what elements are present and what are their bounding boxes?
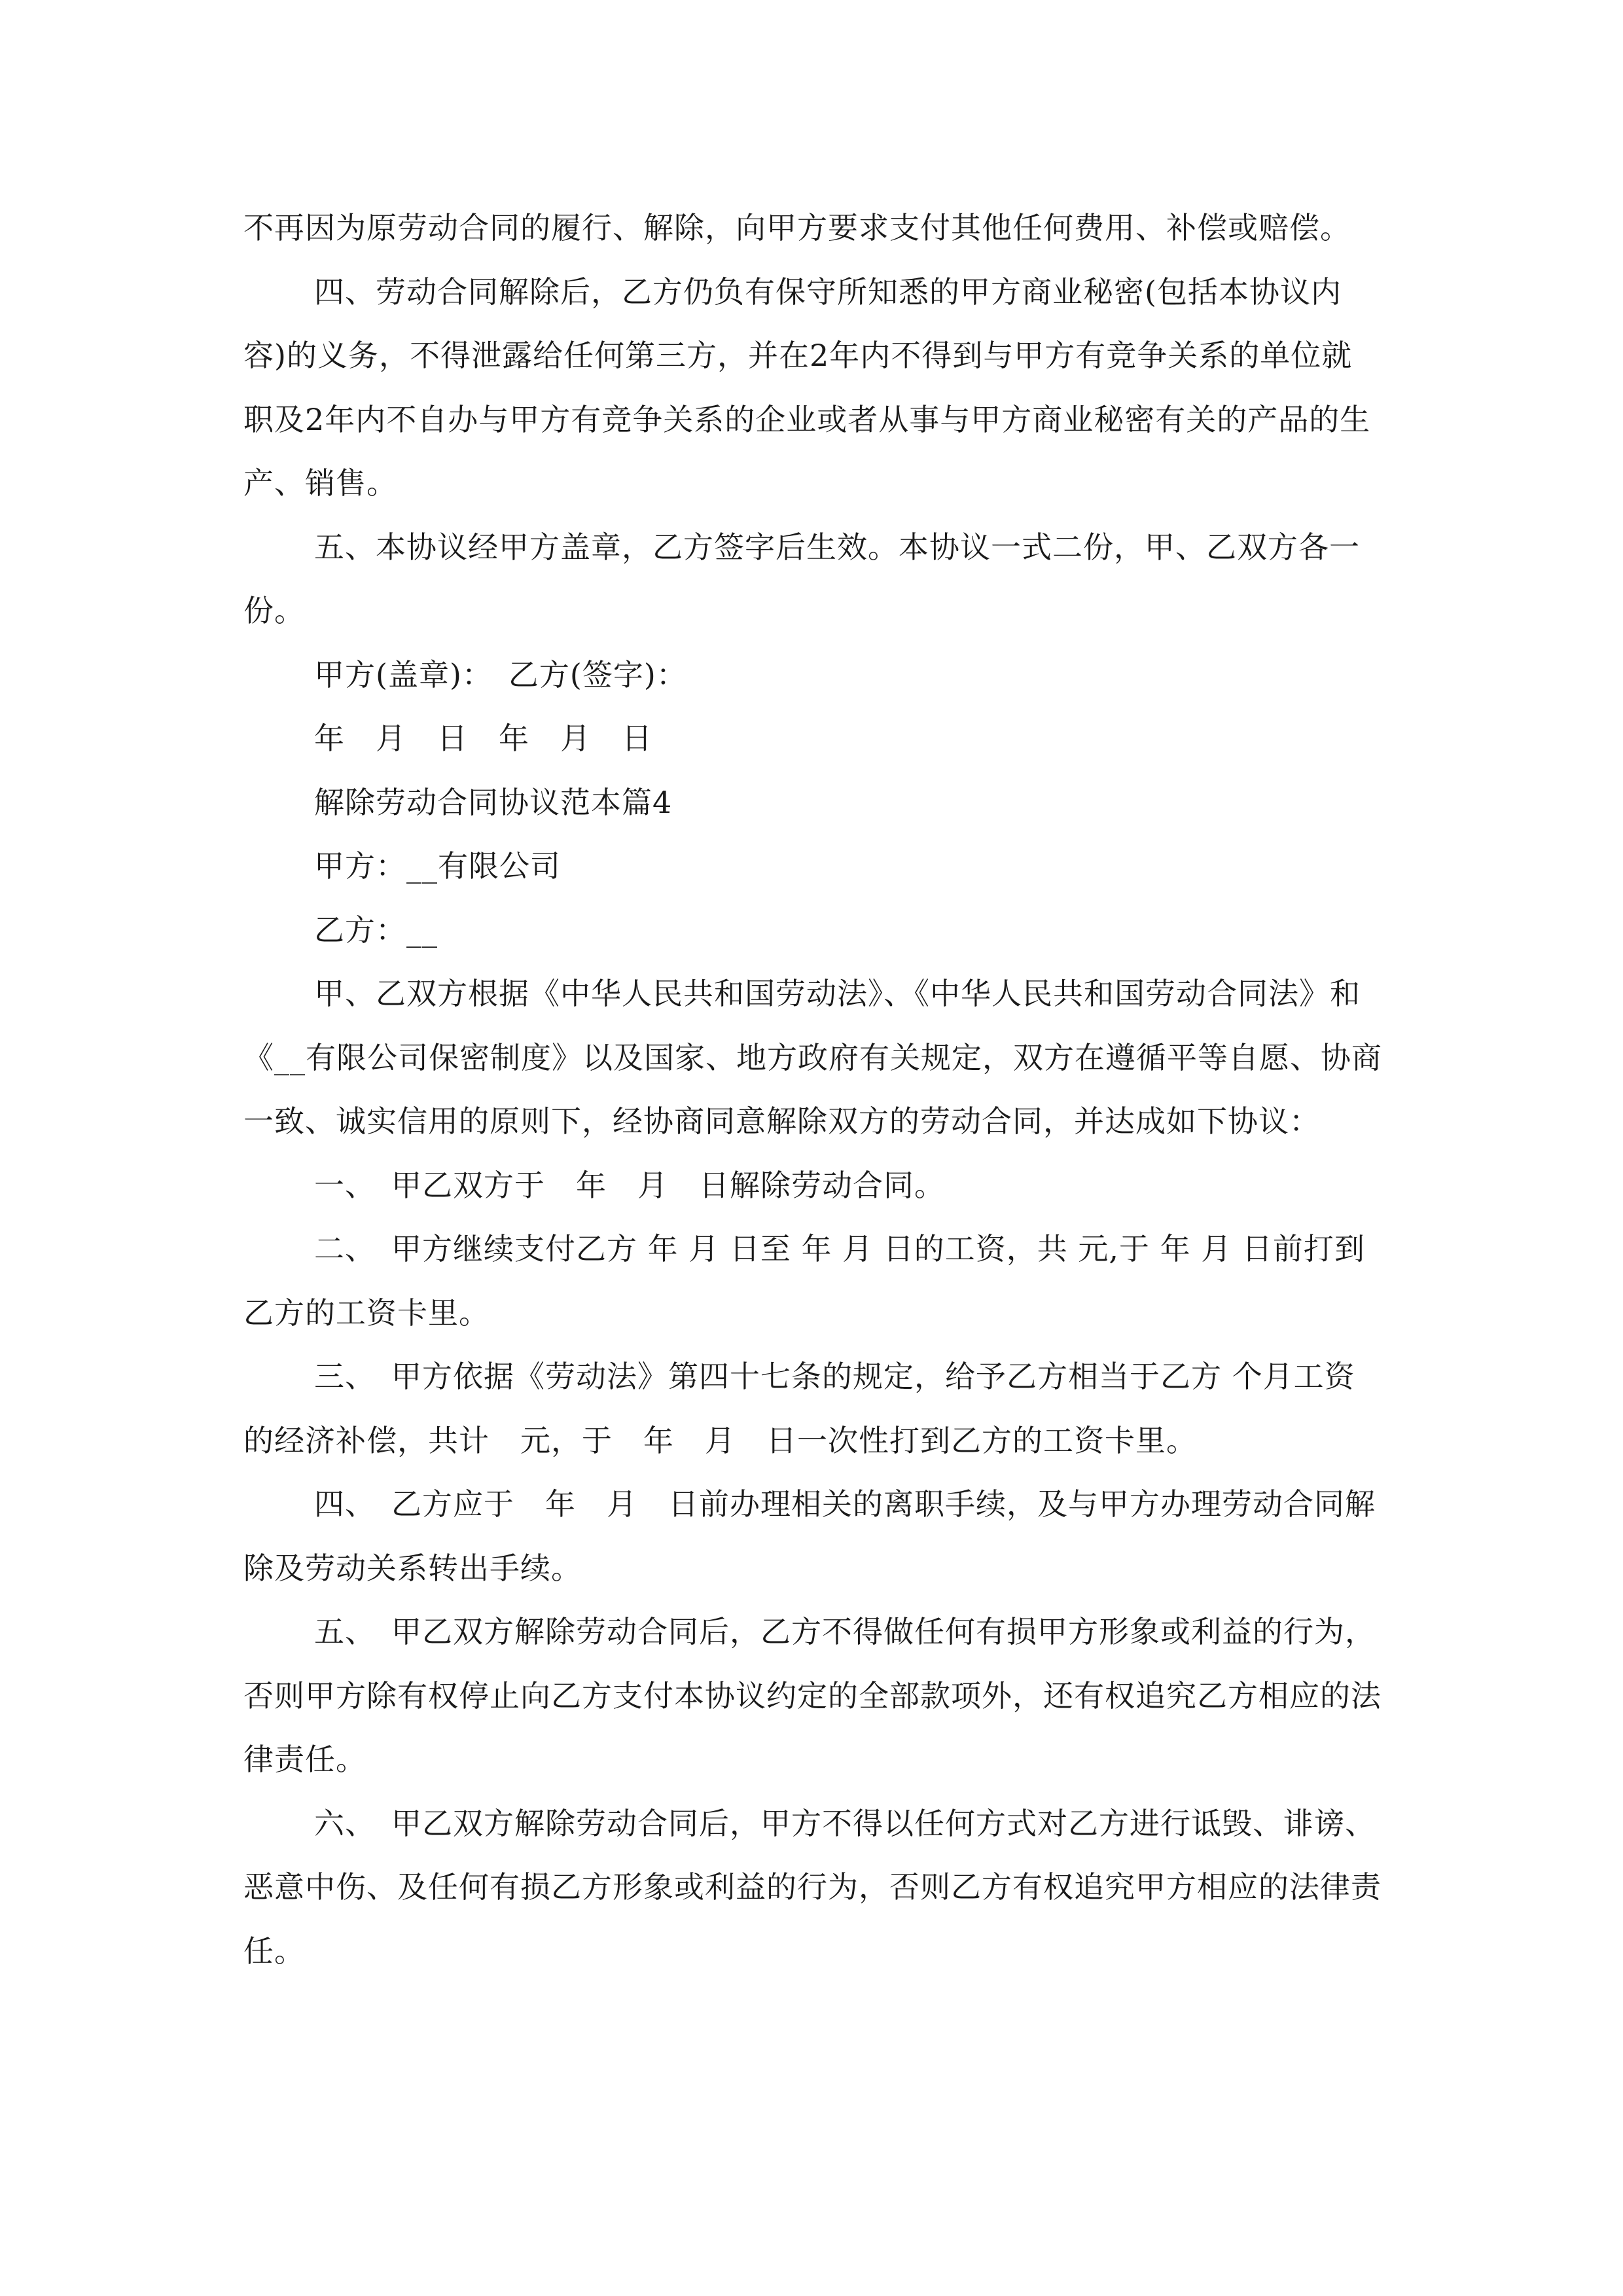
paragraph-continuation: 不再因为原劳动合同的履行、解除，向甲方要求支付其他任何费用、补偿或赔偿。 [243, 210, 1351, 245]
preamble: 甲、乙双方根据《中华人民共和国劳动法》、《中华人民共和国劳动合同法》和《__有限公司保密制度》以及国家、地方政府有关规定，双方在遵循平等自愿、协商一致、诚实信用的原则下，经协商同意解除双方的劳动合同，并达成如下协议： [243, 976, 1382, 1139]
article-2: 二、 甲方继续支付乙方 年 月 日至 年 月 日的工资，共 元,于 年 月 日前打到乙方的工资卡里。 [243, 1231, 1365, 1331]
article-6: 六、 甲乙双方解除劳动合同后，甲方不得以任何方式对乙方进行诋毁、诽谤、恶意中伤、及任何有损乙方形象或利益的行为，否则乙方有权追究甲方相应的法律责任。 [243, 1805, 1382, 1969]
document-body [243, 196, 1382, 1983]
party-a: 甲方：__有限公司 [314, 848, 561, 884]
signature-line: 甲方(盖章)： 乙方(签字)： [314, 656, 687, 692]
article-4: 四、 乙方应于 年 月 日前办理相关的离职手续，及与甲方办理劳动合同解除及劳动关系转出手续。 [243, 1486, 1376, 1586]
date-line: 年 月 日 年 月 日 [314, 721, 652, 756]
article-3: 三、 甲方依据《劳动法》第四十七条的规定，给予乙方相当于乙方 个月工资的经济补偿，共计 元，于 年 月 日一次性打到乙方的工资卡里。 [243, 1359, 1355, 1458]
section-title: 解除劳动合同协议范本篇4 [314, 784, 673, 820]
clause-4-confidentiality: 四、劳动合同解除后，乙方仍负有保守所知悉的甲方商业秘密(包括本协议内容)的义务，不得泄露给任何第三方，并在2年内不得到与甲方有竞争关系的单位就职及2年内不自办与甲方有竞争关系的企业或者从事与甲方商业秘密有关的产品的生产、销售。 [243, 274, 1371, 501]
article-5: 五、 甲乙双方解除劳动合同后，乙方不得做任何有损甲方形象或利益的行为，否则甲方除有权停止向乙方支付本协议约定的全部款项外，还有权追究乙方相应的法律责任。 [243, 1614, 1382, 1777]
party-b: 乙方：__ [314, 912, 438, 948]
clause-5-effectiveness: 五、本协议经甲方盖章，乙方签字后生效。本协议一式二份，甲、乙双方各一份。 [243, 529, 1360, 628]
article-1: 一、 甲乙双方于 年 月 日解除劳动合同。 [314, 1167, 945, 1203]
